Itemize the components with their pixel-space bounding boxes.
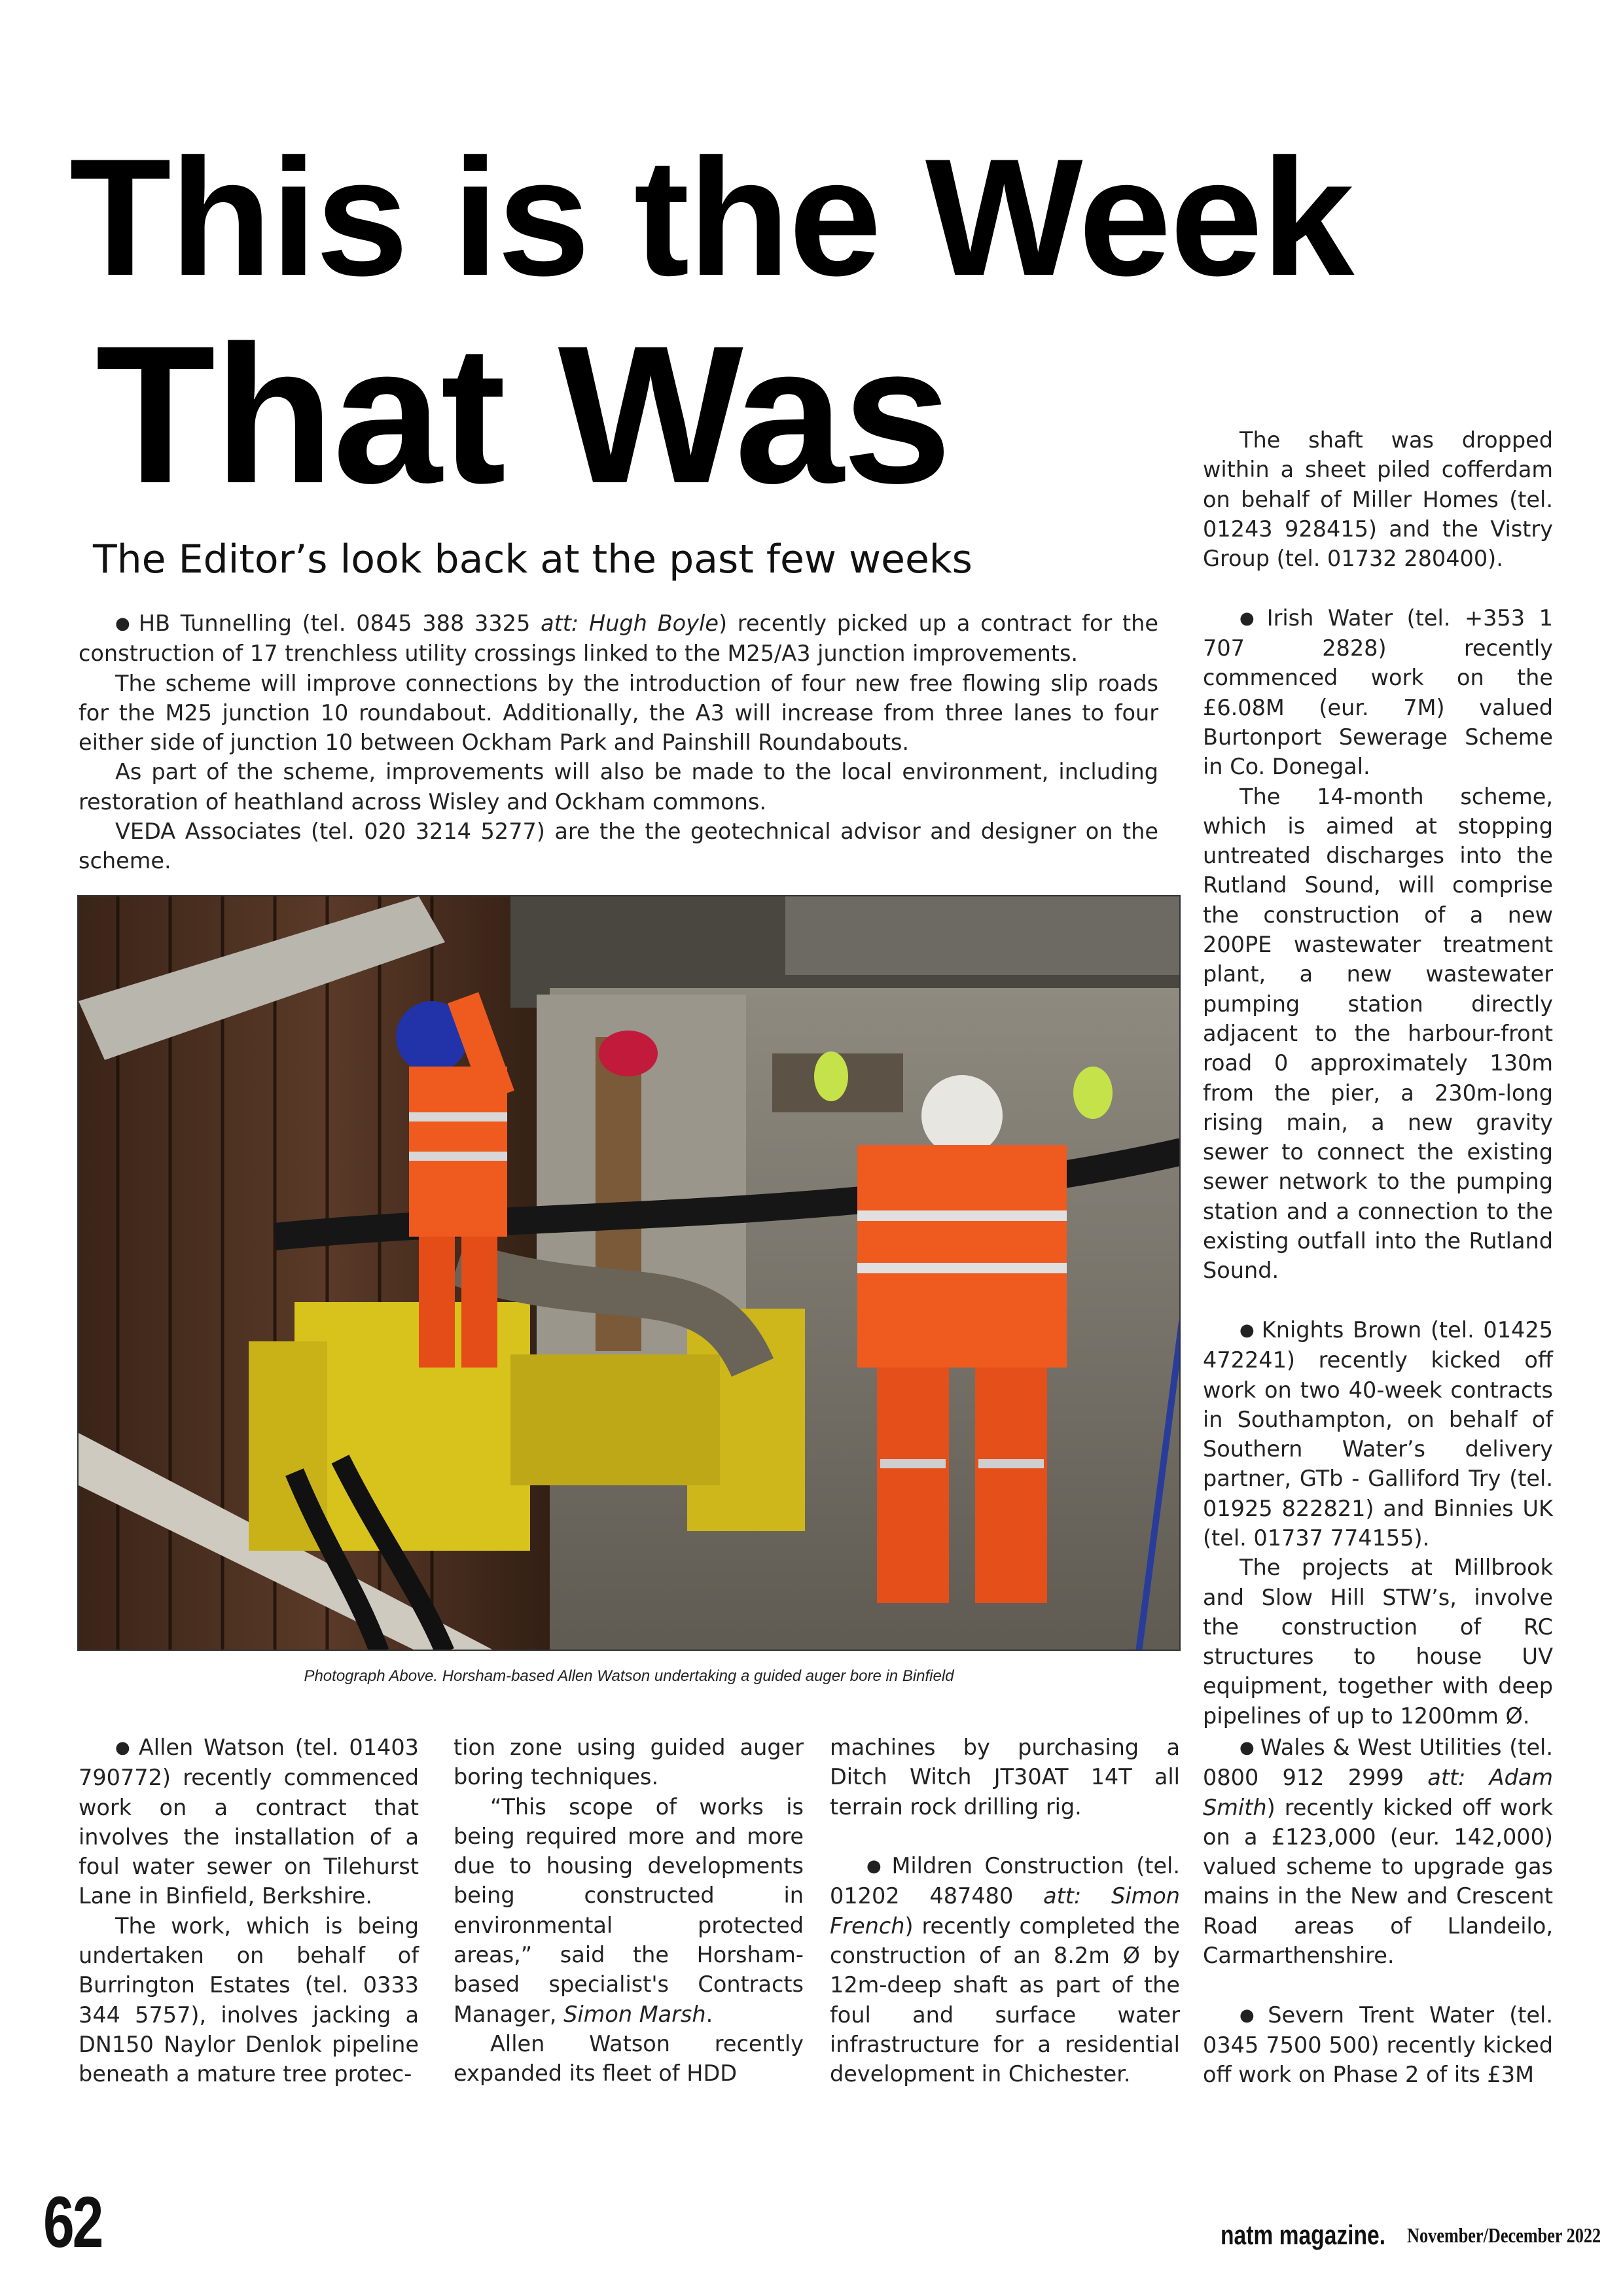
col3-paragraph-2 xyxy=(830,1851,1180,2089)
col4-paragraph-7 xyxy=(1203,2000,1553,2090)
col3-paragraph-1: machines by purchasing a Ditch Witch JT30AT 14T all terrain rock drilling rig. xyxy=(830,1735,1180,1820)
column-1 xyxy=(79,1733,419,2089)
page-number: 62 xyxy=(43,2182,102,2263)
col4-paragraph-6 xyxy=(1203,1733,1553,1970)
intro-p1-rest: ) recently picked up a contract for the construction of 17 trenchless utility crossings linked to the M25/A3 junction improvements. xyxy=(79,610,1159,667)
col2-paragraph-1: tion zone using guided auger boring techniques. xyxy=(454,1735,804,1790)
bullet-icon xyxy=(1240,2002,1268,2028)
col3-p2-rest: ) recently completed the construction of an 8.2m Ø by 12m-deep shaft as part of the foul and surface water infrastructure for a residential development in Chichester. xyxy=(830,1913,1180,2087)
subtitle: The Editor’s look back at the past few weeks xyxy=(93,537,972,582)
col4-paragraph-3: The 14-month scheme, which is aimed at stopping untreated discharges into the Rutland Sound, will comprise the construction of a new 200PE wastewater treatment plant, a new wastewater pumping station directly adjacent to the harbour-front road 0 approximately 130m from the pier, a 230m-long rising main, a new gravity sewer to connect the existing sewer network to the pumping station and a connection to the existing outfall into the Rutland Sound. xyxy=(1203,783,1553,1284)
col2-p2-lead: “This scope of works is being required more and more due to housing developments being constructed in environmental protected areas,” said the Horsham-based specialist's Contracts Manager, xyxy=(454,1793,804,2027)
col4-paragraph-5: The projects at Millbrook and Slow Hill STW’s, involve the construction of RC structures to house UV equipment, together with deep pipelines of up to 1200mm Ø. xyxy=(1203,1555,1553,1729)
col4-p2-text: Irish Water (tel. +353 1 707 2828) recently commenced work on the £6.08M (eur. 7M) valued Burtonport Sewerage Scheme in Co. Donegal. xyxy=(1203,605,1554,780)
intro-p1-att: att: Hugh Boyle xyxy=(541,610,719,636)
col1-paragraph-2: The work, which is being undertaken on behalf of Burrington Estates (tel. 0333 344 5757), inolves jacking a DN150 Naylor Denlok pipeline beneath a mature tree protec- xyxy=(79,1913,419,2087)
intro-paragraph-2: The scheme will improve connections by the introduction of four new free flowing slip roads for the M25 junction 10 roundabout. Additionally, the A3 will increase from three lanes to four either side of junction 10 between Ockham Park and Painshill Roundabouts. xyxy=(79,670,1158,756)
bullet-icon xyxy=(1240,605,1267,631)
intro-article xyxy=(79,609,1158,876)
col4-p6-lead: Wales & West Utilities (tel. 0800 912 2999 xyxy=(1203,1735,1554,1791)
col2-paragraph-2 xyxy=(454,1792,804,2029)
col4-paragraph-2 xyxy=(1203,603,1553,782)
col2-p2-name: Simon Marsh xyxy=(563,2001,706,2027)
intro-p1-lead: HB Tunnelling (tel. 0845 388 3325 xyxy=(138,610,541,636)
intro-paragraph-1 xyxy=(79,609,1158,669)
col4-paragraph-4 xyxy=(1203,1315,1553,1553)
column-3 xyxy=(830,1733,1180,2089)
col4-paragraph-1: The shaft was dropped within a sheet piled cofferdam on behalf of Miller Homes (tel. 01243 928415) and the Vistry Group (tel. 01732 280400). xyxy=(1203,427,1553,572)
column-2 xyxy=(454,1733,804,2089)
intro-paragraph-3: As part of the scheme, improvements will also be made to the local environment, including restoration of heathland across Wisley and Ockham commons. xyxy=(79,759,1158,815)
headline-line-1: This is the Week xyxy=(69,124,1353,311)
bullet-icon xyxy=(115,610,139,636)
headline-line-2: That Was xyxy=(96,304,951,524)
intro-paragraph-4: VEDA Associates (tel. 020 3214 5277) are the the geotechnical advisor and designer on the scheme. xyxy=(79,819,1158,874)
photo-caption: Photograph Above. Horsham-based Allen Watson undertaking a guided auger bore in Binfield xyxy=(304,1667,954,1685)
col1-paragraph-1 xyxy=(79,1733,419,1911)
column-4 xyxy=(1203,425,1553,1731)
col4-p6-rest: ) recently kicked off work on a £123,000 (eur. 142,000) valued scheme to upgrade gas mains in the New and Crescent Road areas of Llandeilo, Carmarthenshire. xyxy=(1203,1794,1553,1969)
magazine-name: natm magazine. xyxy=(1221,2219,1386,2250)
col3-p2-lead: Mildren Construction (tel. 01202 487480 xyxy=(830,1853,1181,1909)
issue-date: November/December 2022 xyxy=(1407,2223,1601,2247)
col2-p2-end: . xyxy=(705,2001,713,2027)
col4-p6-att: att: Adam Smith xyxy=(1203,1765,1554,1820)
col1-p1-text: Allen Watson (tel. 01403 790772) recently commenced work on a contract that involves the installation of a foul water sewer on Tilehurst Lane in Binfield, Berkshire. xyxy=(79,1735,419,1909)
bullet-icon xyxy=(1240,1317,1262,1343)
col3-p2-att: att: Simon French xyxy=(830,1883,1181,1939)
col4-p4-text: Knights Brown (tel. 01425 472241) recently kicked off work on two 40-week contracts in Southampton, on behalf of Southern Water’s delivery partner, GTb - Galliford Try (tel. 01925 822821) and Binnies UK (tel. 01737 774155). xyxy=(1203,1316,1553,1551)
bullet-icon xyxy=(866,1853,891,1879)
col2-paragraph-3: Allen Watson recently expanded its fleet of HDD xyxy=(454,2030,804,2087)
column-4-bottom xyxy=(1203,1733,1553,2090)
bullet-icon xyxy=(1240,1735,1260,1760)
col4-p7-text: Severn Trent Water (tel. 0345 7500 500) recently kicked off work on Phase 2 of its £3M xyxy=(1203,2002,1554,2088)
bullet-icon xyxy=(115,1735,139,1760)
article-photo xyxy=(77,895,1181,1651)
